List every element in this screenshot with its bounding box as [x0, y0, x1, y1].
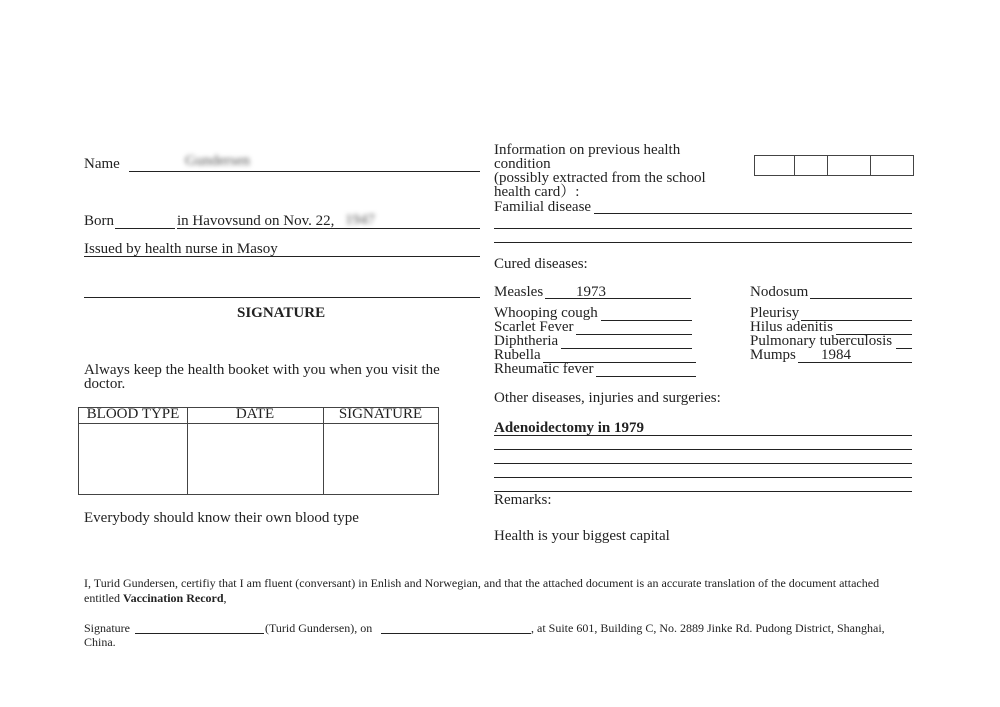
signature-date-line [381, 633, 531, 634]
signature-location: , at Suite 601, Building C, No. 2889 Jinke Rd. Pudong District, Shanghai, [531, 621, 885, 635]
name-value [185, 154, 250, 169]
born-label: Born [84, 213, 114, 229]
disease-pleurisy: Pleurisy [750, 305, 800, 321]
signature-line [84, 297, 480, 298]
measles-year: 1973 [576, 284, 606, 300]
document-title: Vaccination Record [123, 591, 224, 605]
scarlet-fever-line [576, 334, 692, 335]
cured-label: Cured diseases: [494, 256, 588, 272]
blood-type-table [78, 407, 439, 495]
info-line-2: condition [494, 156, 551, 172]
mumps-line [798, 362, 912, 363]
signature-row-label: Signature [84, 621, 130, 635]
disease-pulmonary-tuberculosis: Pulmonary tuberculosis [750, 333, 893, 349]
nodosum-line [810, 298, 912, 299]
diphtheria-line [561, 348, 692, 349]
blood-type-header: BLOOD TYPE [86, 406, 180, 422]
disease-nodosum: Nodosum [750, 284, 809, 300]
disease-whooping-cough: Whooping cough [494, 305, 598, 321]
born-text: in Havovsund on Nov. 22, [177, 213, 335, 229]
signature-label: SIGNATURE [237, 305, 326, 321]
other-line-1 [494, 435, 912, 436]
disease-rheumatic-fever: Rheumatic fever [494, 361, 594, 377]
other-diseases-label: Other diseases, injuries and surgeries: [494, 390, 721, 406]
disease-measles: Measles [494, 284, 544, 300]
born-blank-line [115, 228, 175, 229]
name-line [129, 171, 480, 172]
familial-line [594, 213, 912, 214]
info-line-4: health card）: [494, 184, 580, 200]
entitled-text: entitled [84, 591, 120, 605]
measles-line [545, 298, 691, 299]
pulmonary-tuberculosis-line [896, 348, 912, 349]
checkbox-row [754, 155, 914, 176]
info-line-3: (possibly extracted from the school [494, 170, 706, 186]
redacted-year: 1947 [345, 212, 375, 228]
signature-header: SIGNATURE [338, 406, 423, 422]
redacted-name: Gundersen [185, 153, 250, 169]
entitled-suffix: , [223, 591, 227, 605]
keep-text-line1: Always keep the health booket with you when you visit the [84, 362, 440, 378]
name-label: Name [84, 156, 120, 172]
issued-line [84, 256, 480, 257]
certification-line2 [84, 591, 227, 605]
translator-signature-line [135, 633, 264, 634]
slogan-text: Health is your biggest capital [494, 528, 670, 544]
disease-scarlet-fever: Scarlet Fever [494, 319, 574, 335]
disease-hilus-adenitis: Hilus adenitis [750, 319, 833, 335]
disease-diphtheria: Diphtheria [494, 333, 559, 349]
mumps-year: 1984 [821, 347, 851, 363]
born-year [345, 213, 375, 228]
familial-line-3 [494, 242, 912, 243]
blood-footer-text: Everybody should know their own blood type [84, 510, 359, 526]
whooping-cough-line [601, 320, 692, 321]
translator-name: (Turid Gundersen), on [265, 621, 373, 635]
rheumatic-fever-line [596, 376, 696, 377]
disease-mumps: Mumps [750, 347, 796, 363]
other-line-2 [494, 449, 912, 450]
keep-text-line2: doctor. [84, 376, 126, 392]
disease-rubella: Rubella [494, 347, 541, 363]
other-line-3 [494, 463, 912, 464]
familial-label: Familial disease [494, 199, 592, 215]
issued-text: Issued by health nurse in Masoy [84, 241, 278, 257]
familial-line-2 [494, 228, 912, 229]
born-line [177, 228, 480, 229]
remarks-label: Remarks: [494, 492, 552, 508]
other-diseases-value: Adenoidectomy in 1979 [494, 420, 644, 436]
certification-line1: I, Turid Gundersen, certifiy that I am fluent (conversant) in Enlish and Norwegian, and that the attached document is an accurate translation of the document attached [84, 576, 880, 590]
other-line-4 [494, 477, 912, 478]
date-header: DATE [235, 406, 275, 422]
other-line-5 [494, 491, 912, 492]
signature-location-country: China. [84, 635, 116, 649]
info-line-1: Information on previous health [494, 142, 681, 158]
